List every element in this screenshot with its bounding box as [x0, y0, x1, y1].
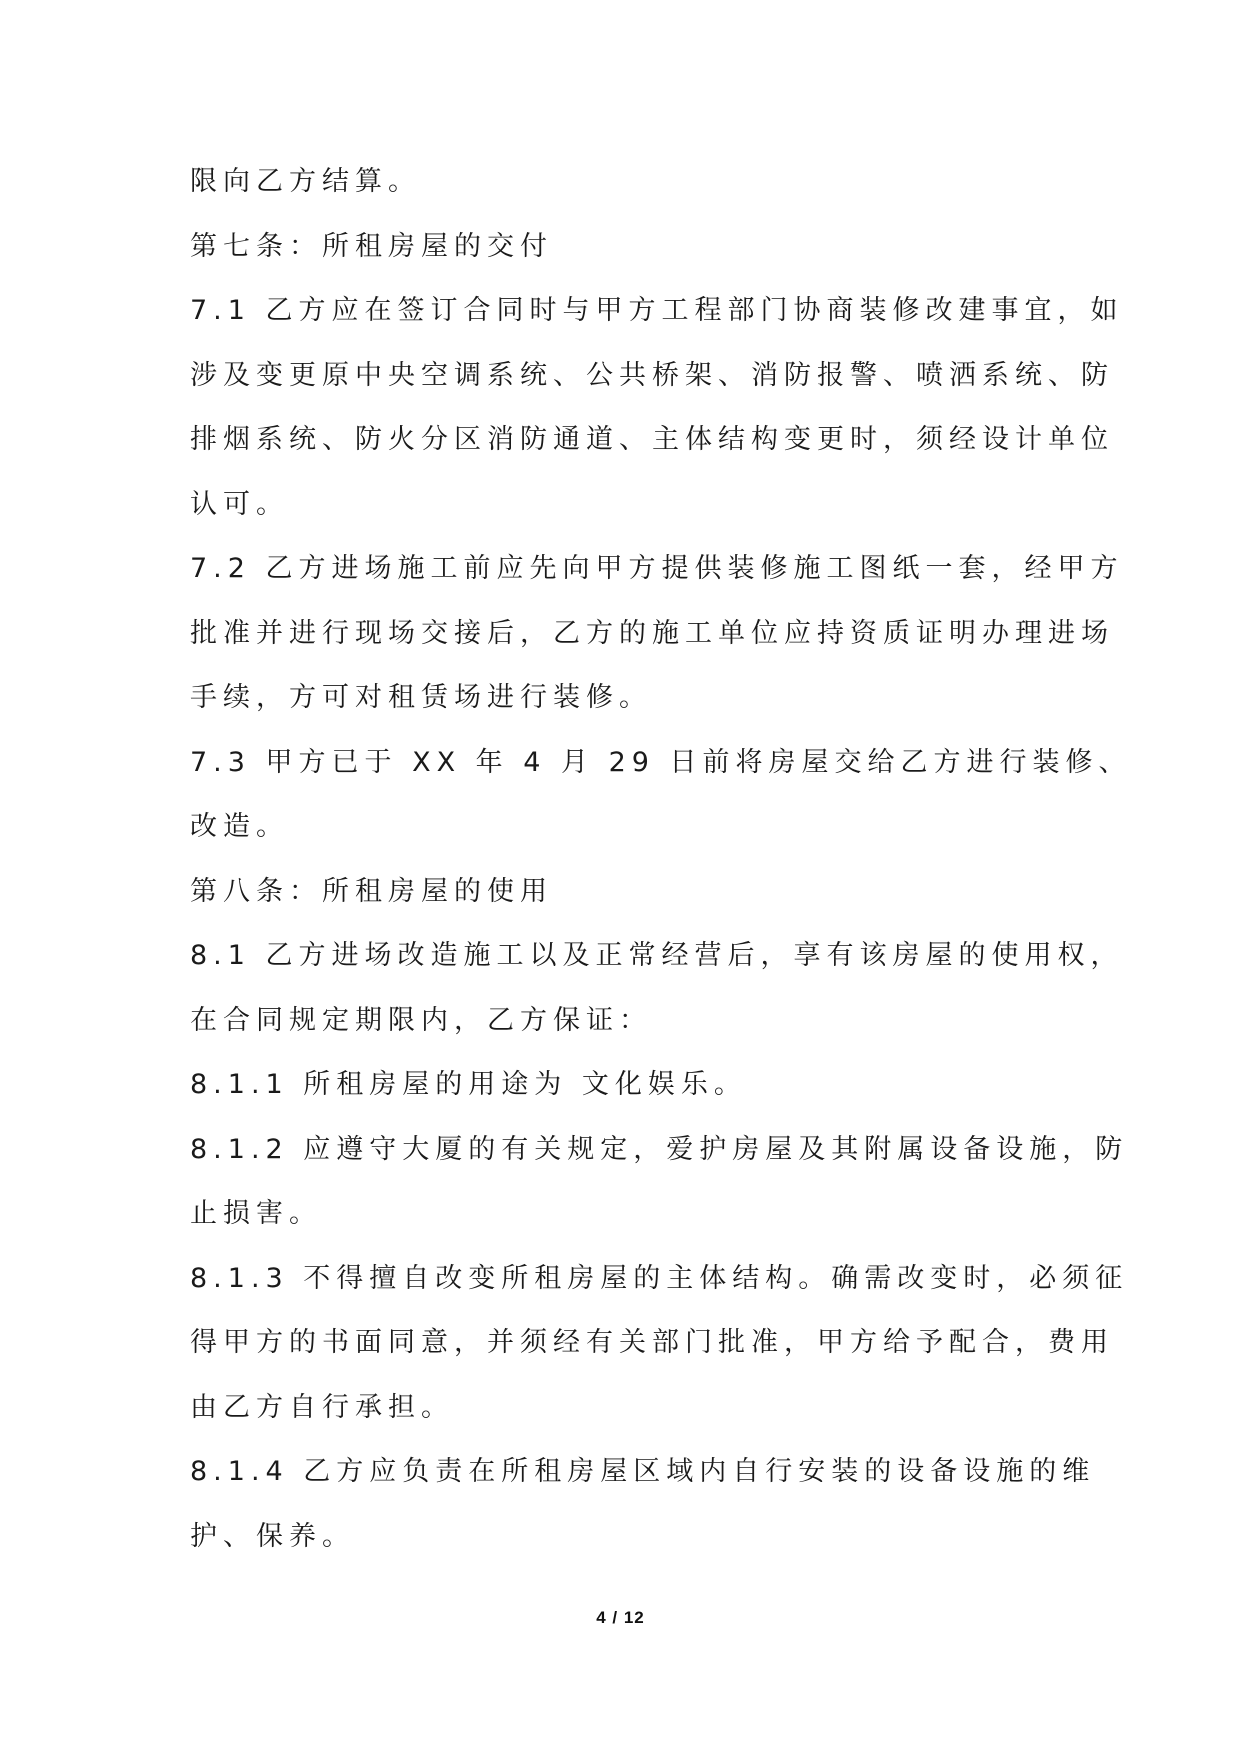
clause-8-1-3: 8.1.3 不得擅自改变所租房屋的主体结构。确需改变时，必须征	[190, 1262, 1129, 1294]
clause-8-1-1: 8.1.1 所租房屋的用途为 文化娱乐。	[190, 1069, 747, 1100]
clause-7-1: 7.1 乙方应在签订合同时与甲方工程部门协商装修改建事宜，如	[190, 295, 1124, 326]
text-line: 排烟系统、防火分区消防通道、主体结构变更时，须经设计单位	[190, 424, 1114, 455]
text-line: 止损害。	[190, 1198, 322, 1229]
section-heading-article-8: 第八条：所租房屋的使用	[190, 875, 553, 907]
text-line: 护、保养。	[190, 1520, 355, 1552]
text-line: 得甲方的书面同意，并须经有关部门批准，甲方给予配合，费用	[190, 1327, 1114, 1358]
clause-7-2: 7.2 乙方进场施工前应先向甲方提供装修施工图纸一套，经甲方	[190, 553, 1124, 584]
clause-7-3: 7.3 甲方已于 XX 年 4 月 29 日前将房屋交给乙方进行装修、	[190, 746, 1132, 778]
text-line: 改造。	[190, 811, 289, 842]
text-line: 批准并进行现场交接后，乙方的施工单位应持资质证明办理进场	[190, 617, 1114, 649]
page-number: 4 / 12	[596, 1608, 645, 1627]
text-line: 在合同规定期限内，乙方保证：	[190, 1004, 652, 1036]
clause-8-1: 8.1 乙方进场改造施工以及正常经营后，享有该房屋的使用权，	[190, 940, 1124, 971]
text-line: 限向乙方结算。	[190, 166, 421, 197]
text-line: 涉及变更原中央空调系统、公共桥架、消防报警、喷洒系统、防	[190, 359, 1114, 391]
document-body	[190, 150, 1132, 1569]
text-line: 手续，方可对租赁场进行装修。	[190, 682, 652, 713]
text-line: 由乙方自行承担。	[190, 1391, 454, 1423]
section-heading-article-7: 第七条：所租房屋的交付	[190, 230, 553, 262]
clause-8-1-4: 8.1.4 乙方应负责在所租房屋区域内自行安装的设备设施的维	[190, 1456, 1096, 1487]
text-line: 认可。	[190, 488, 289, 520]
clause-8-1-2: 8.1.2 应遵守大厦的有关规定，爱护房屋及其附属设备设施，防	[190, 1133, 1129, 1165]
